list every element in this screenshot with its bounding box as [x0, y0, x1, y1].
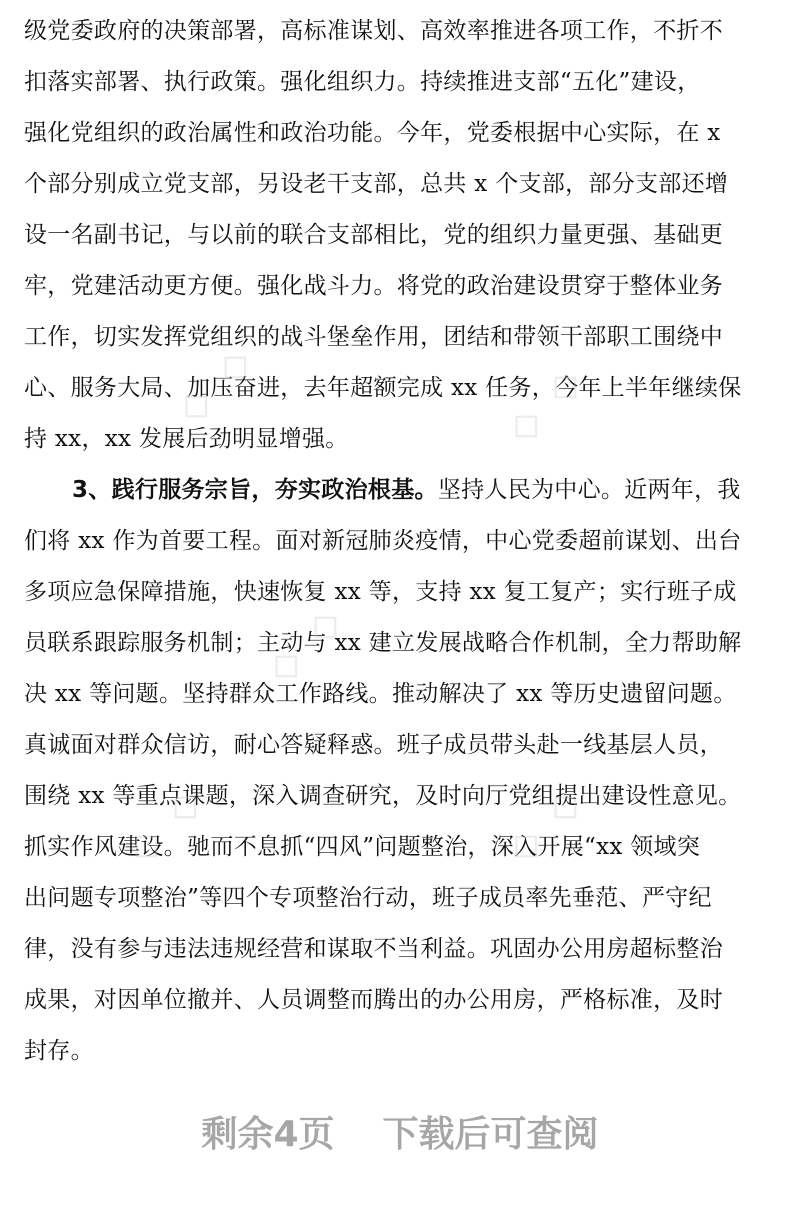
- text-line: 持 xx，xx 发展后劲明显增强。: [24, 426, 349, 452]
- text-line: 抓实作风建设。驰而不息抓“四风”问题整治，深入开展“xx 领域突: [24, 834, 701, 860]
- download-hint-label[interactable]: 下载后可查阅: [382, 1114, 599, 1155]
- text-line: 牢，党建活动更方便。强化战斗力。将党的政治建设贯穿于整体业务: [24, 273, 723, 299]
- text-line: 心、服务大局、加压奋进，去年超额完成 xx 任务，今年上半年继续保: [24, 375, 742, 401]
- text-line: 出问题专项整治”等四个专项整治行动，班子成员率先垂范、严守纪: [24, 885, 712, 911]
- text-line: 围绕 xx 等重点课题，深入调查研究，及时向厅党组提出建设性意见。: [24, 783, 742, 809]
- section-heading-rest: 坚持人民为中心。近两年，我: [437, 477, 741, 503]
- watermark: ◇ ◇: [167, 334, 266, 432]
- section-heading: 3、践行服务宗旨，夯实政治根基。: [72, 477, 438, 503]
- text-line: 们将 xx 作为首要工程。面对新冠肺炎疫情，中心党委超前谋划、出台: [24, 528, 742, 554]
- document-page: [24, 0, 776, 1077]
- watermark: ◇ ◇: [497, 354, 596, 452]
- watermark: ◇ ◇: [117, 774, 216, 872]
- remaining-pages-label[interactable]: 剩余4页: [201, 1114, 335, 1155]
- text-line: [24, 465, 776, 516]
- text-line: 个部分别成立党支部，另设老干支部，总共 x 个支部，部分支部还增: [24, 171, 729, 197]
- text-line: 成果，对因单位撤并、人员调整而腾出的办公用房，严格标准，及时: [24, 987, 723, 1013]
- text-line: 真诚面对群众信访，耐心答疑释惑。班子成员带头赴一线基层人员，: [24, 732, 723, 758]
- watermark: ◇ ◇: [257, 594, 356, 692]
- text-line: 律，没有参与违法违规经营和谋取不当利益。巩固办公用房超标整治: [24, 936, 723, 962]
- paragraph-continued: [24, 6, 776, 465]
- watermark: ◇ ◇: [497, 774, 596, 872]
- text-line: 工作，切实发挥党组织的战斗堡垒作用，团结和带领干部职工围绕中: [24, 324, 723, 350]
- text-line: 封存。: [24, 1038, 94, 1064]
- text-line: 员联系跟踪服务机制；主动与 xx 建立发展战略合作机制，全力帮助解: [24, 630, 742, 656]
- text-line: 强化党组织的政治属性和政治功能。今年，党委根据中心实际，在 x: [24, 120, 721, 146]
- text-line: 扣落实部署、执行政策。强化组织力。持续推进支部“五化”建设，: [24, 69, 701, 95]
- section-3-paragraph: [24, 465, 776, 1077]
- download-prompt[interactable]: [0, 1110, 800, 1160]
- text-line: 设一名副书记，与以前的联合支部相比，党的组织力量更强、基础更: [24, 222, 723, 248]
- text-line: 多项应急保障措施，快速恢复 xx 等，支持 xx 复工复产；实行班子成: [24, 579, 737, 605]
- text-line: 级党委政府的决策部署，高标准谋划、高效率推进各项工作，不折不: [24, 18, 723, 44]
- text-line: 决 xx 等问题。坚持群众工作路线。推动解决了 xx 等历史遗留问题。: [24, 681, 737, 707]
